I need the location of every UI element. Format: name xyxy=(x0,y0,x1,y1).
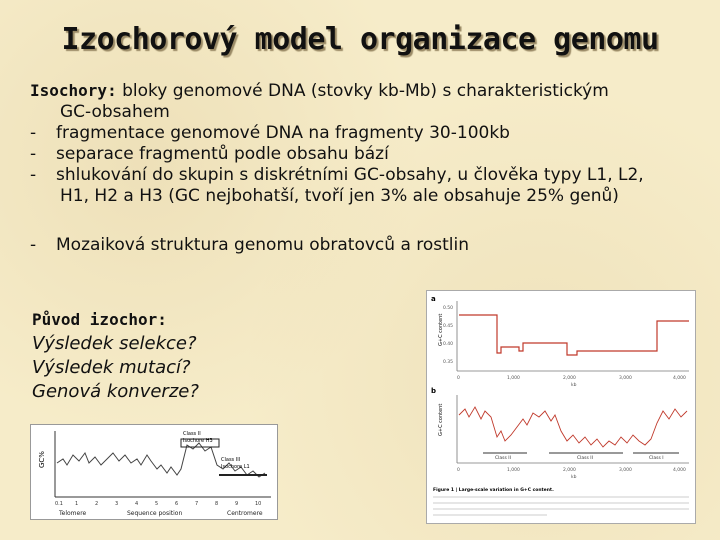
bullet-dash: - xyxy=(30,165,37,185)
fig-left-class3: Class III xyxy=(221,457,241,463)
panel-b-label: b xyxy=(431,387,437,395)
fig-left-xtick: 7 xyxy=(195,501,199,507)
bullet-text: separace fragmentů podle obsahu bází xyxy=(56,144,389,164)
panel-a-xtick: 0 xyxy=(457,376,460,381)
bullet-fragmentation xyxy=(30,123,710,144)
fig-left-centromere: Centromere xyxy=(227,510,263,517)
figure-isochore-profile xyxy=(30,424,278,520)
fig-left-xtick: 9 xyxy=(235,501,239,507)
intro-text: bloky genomové DNA (stovky kb-Mb) s charakteristickým xyxy=(116,81,609,101)
page-title: Izochorový model organizace genomu xyxy=(61,22,659,57)
origin-heading: Původ izochor: xyxy=(32,310,167,329)
bullet-dash: - xyxy=(30,144,37,164)
fig-left-ylabel: GC% xyxy=(38,451,46,468)
fig-left-xtick: 1 xyxy=(75,501,79,507)
fig-left-xtick: 8 xyxy=(215,501,219,507)
panel-a-ytick: 0.35 xyxy=(443,360,454,365)
bullet-clustering-continuation: H1, H2 a H3 (GC nejbohatší, tvoří jen 3% ale obsahuje 25% genů) xyxy=(60,186,619,206)
text-body xyxy=(30,80,710,256)
fig-left-xtick: 0.1 xyxy=(55,501,63,507)
isochory-term: Isochory: xyxy=(30,81,117,100)
bullet-dash: - xyxy=(30,235,37,255)
panel-b-xtick: 4,000 xyxy=(673,468,686,473)
figure-caption: Figure 1 | Large-scale variation in G+C content. xyxy=(433,488,554,493)
panel-b-class: Class I xyxy=(649,456,664,461)
fig-left-isochore-l1: Isochore L1 xyxy=(221,464,250,470)
bullet-text: fragmentace genomové DNA na fragmenty 30-100kb xyxy=(56,123,510,143)
intro-continuation: GC-obsahem xyxy=(60,102,170,122)
bullet-text: Mozaiková struktura genomu obratovců a rostlin xyxy=(56,235,470,255)
panel-a-label: a xyxy=(431,295,436,303)
fig-left-xtick: 10 xyxy=(255,501,262,507)
panel-a-xlabel: kb xyxy=(571,383,577,388)
panel-a-ytick: 0.45 xyxy=(443,324,454,329)
panel-b-xlabel: kb xyxy=(571,475,577,480)
panel-a-ytick: 0.50 xyxy=(443,306,454,311)
origin-section xyxy=(32,308,199,404)
panel-a-ytick: 0.40 xyxy=(443,342,454,347)
panel-b-xtick: 1,000 xyxy=(507,468,520,473)
fig-left-telomere: Telomere xyxy=(59,510,87,517)
panel-a-xtick: 3,000 xyxy=(619,376,632,381)
fig-left-isochore-h3: Isochore H3 xyxy=(183,438,213,444)
panel-a-xtick: 2,000 xyxy=(563,376,576,381)
bullet-text: shlukování do skupin s diskrétními GC-obsahy, u člověka typy L1, L2, xyxy=(56,165,644,185)
fig-left-xtick: 2 xyxy=(95,501,99,507)
panel-a-ylabel: G+C content xyxy=(438,313,444,346)
panel-b-class: Class II xyxy=(495,456,511,461)
panel-b-ylabel: G+C content xyxy=(438,403,444,436)
origin-line-conversion: Genová konverze? xyxy=(32,381,199,402)
figure-gc-content xyxy=(426,290,696,524)
fig-left-xtick: 5 xyxy=(155,501,159,507)
origin-line-mutation: Výsledek mutací? xyxy=(32,357,191,378)
origin-line-selection: Výsledek selekce? xyxy=(32,333,197,354)
fig-left-class2: Class II xyxy=(183,431,201,437)
bullet-separation xyxy=(30,144,710,165)
panel-b-xtick: 2,000 xyxy=(563,468,576,473)
fig-left-xlabel: Sequence position xyxy=(127,510,183,517)
fig-left-xtick: 4 xyxy=(135,501,139,507)
panel-b-xtick: 0 xyxy=(457,468,460,473)
panel-b-xtick: 3,000 xyxy=(619,468,632,473)
intro-line xyxy=(30,80,710,102)
bullet-clustering xyxy=(30,165,710,186)
fig-left-xtick: 3 xyxy=(115,501,119,507)
bullet-mosaic xyxy=(30,235,710,256)
panel-b-class: Class II xyxy=(577,456,593,461)
fig-left-xtick: 6 xyxy=(175,501,179,507)
bullet-dash: - xyxy=(30,123,37,143)
panel-a-xtick: 4,000 xyxy=(673,376,686,381)
panel-a-xtick: 1,000 xyxy=(507,376,520,381)
